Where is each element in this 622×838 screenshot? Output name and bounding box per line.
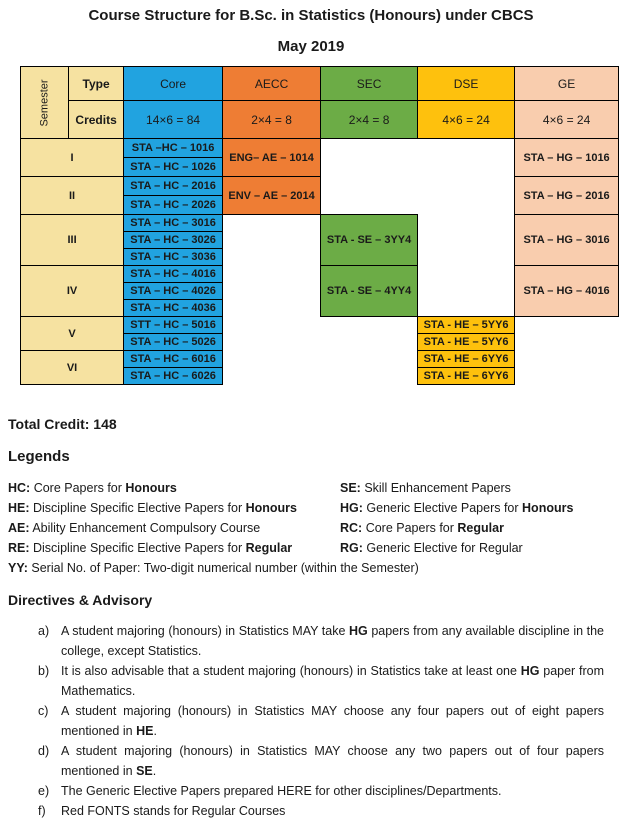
- ge-paper: STA – HG – 3016: [515, 215, 619, 266]
- credits-core: 14×6 = 84: [124, 101, 223, 139]
- dse-paper: STA - HE – 5YY6: [418, 334, 515, 351]
- type-core: Core: [124, 67, 223, 101]
- legend-rc: RC: Core Papers for Regular: [340, 521, 504, 535]
- list-item: c) A student majoring (honours) in Statistics MAY choose any four papers out of eight papers mentioned in HE.: [38, 704, 604, 738]
- credits-sec: 2×4 = 8: [321, 101, 418, 139]
- legends-heading: Legends: [8, 448, 70, 465]
- core-paper: STA – HC – 3026: [124, 232, 223, 249]
- dse-paper: STA - HE – 6YY6: [418, 351, 515, 368]
- core-paper: STA – HC – 3036: [124, 249, 223, 266]
- legend-re: RE: Discipline Specific Elective Papers for Regular: [8, 541, 293, 555]
- page-date: May 2019: [277, 38, 345, 55]
- credits-dse: 4×6 = 24: [418, 101, 515, 139]
- type-aecc: AECC: [223, 67, 321, 101]
- type-sec: SEC: [321, 67, 418, 101]
- type-ge: GE: [515, 67, 619, 101]
- core-paper: STA – HC – 6026: [124, 368, 223, 385]
- credits-label: Credits: [69, 101, 124, 139]
- total-credit: Total Credit: 148: [8, 416, 117, 432]
- semester-iv: IV: [21, 266, 124, 317]
- core-paper: STA – HC – 2026: [124, 196, 223, 215]
- dse-paper: STA - HE – 5YY6: [418, 317, 515, 334]
- legend-he: HE: Discipline Specific Elective Papers for Honours: [8, 501, 297, 515]
- core-paper: STT – HC – 5016: [124, 317, 223, 334]
- aecc-paper: ENV – AE – 2014: [223, 177, 321, 215]
- legend-rg: RG: Generic Elective for Regular: [340, 541, 523, 555]
- core-paper: STA – HC – 6016: [124, 351, 223, 368]
- list-item: e) The Generic Elective Papers prepared HERE for other disciplines/Departments.: [38, 784, 502, 798]
- core-paper: STA – HC – 2016: [124, 177, 223, 196]
- legend-se: SE: Skill Enhancement Papers: [340, 481, 511, 495]
- core-paper: STA –HC – 1016: [124, 139, 223, 158]
- legend-hg: HG: Generic Elective Papers for Honours: [340, 501, 574, 515]
- legend-hc: HC: Core Papers for Honours: [8, 481, 177, 495]
- core-paper: STA – HC – 3016: [124, 215, 223, 232]
- list-item: a) A student majoring (honours) in Statistics MAY take HG papers from any available discipline in the college, except Statistics.: [38, 624, 605, 658]
- ge-paper: STA – HG – 2016: [515, 177, 619, 215]
- core-paper: STA – HC – 4016: [124, 266, 223, 283]
- core-paper: STA – HC – 1026: [124, 158, 223, 177]
- semester-v: V: [21, 317, 124, 351]
- type-label: Type: [69, 67, 124, 101]
- ge-paper: STA – HG – 1016: [515, 139, 619, 177]
- core-paper: STA – HC – 4036: [124, 300, 223, 317]
- core-paper: STA – HC – 4026: [124, 283, 223, 300]
- directives-list: [38, 621, 604, 821]
- sec-paper: STA - SE – 4YY4: [321, 266, 418, 317]
- directives-heading: Directives & Advisory: [8, 592, 153, 608]
- type-dse: DSE: [418, 67, 515, 101]
- core-paper: STA – HC – 5026: [124, 334, 223, 351]
- list-item: b) It is also advisable that a student majoring (honours) in Statistics take at least one HG paper from Mathematics.: [38, 664, 604, 698]
- semester-iii: III: [21, 215, 124, 266]
- semester-ii: II: [21, 177, 124, 215]
- semester-vi: VI: [21, 351, 124, 385]
- course-structure-table: [20, 66, 619, 385]
- list-item: f) Red FONTS stands for Regular Courses: [38, 804, 286, 818]
- aecc-paper: ENG– AE – 1014: [223, 139, 321, 177]
- credits-ge: 4×6 = 24: [515, 101, 619, 139]
- dse-paper: STA - HE – 6YY6: [418, 368, 515, 385]
- credits-aecc: 2×4 = 8: [223, 101, 321, 139]
- ge-paper: STA – HG – 4016: [515, 266, 619, 317]
- semester-header: Semester: [21, 67, 69, 139]
- legend-ae: AE: Ability Enhancement Compulsory Course: [8, 521, 261, 535]
- semester-i: I: [21, 139, 124, 177]
- page-title: Course Structure for B.Sc. in Statistics (Honours) under CBCS: [88, 7, 534, 24]
- list-item: d) A student majoring (honours) in Statistics MAY choose any two papers out of four papers mentioned in SE.: [38, 744, 604, 778]
- sec-paper: STA - SE – 3YY4: [321, 215, 418, 266]
- legend-yy: YY: Serial No. of Paper: Two-digit numerical number (within the Semester): [8, 561, 419, 575]
